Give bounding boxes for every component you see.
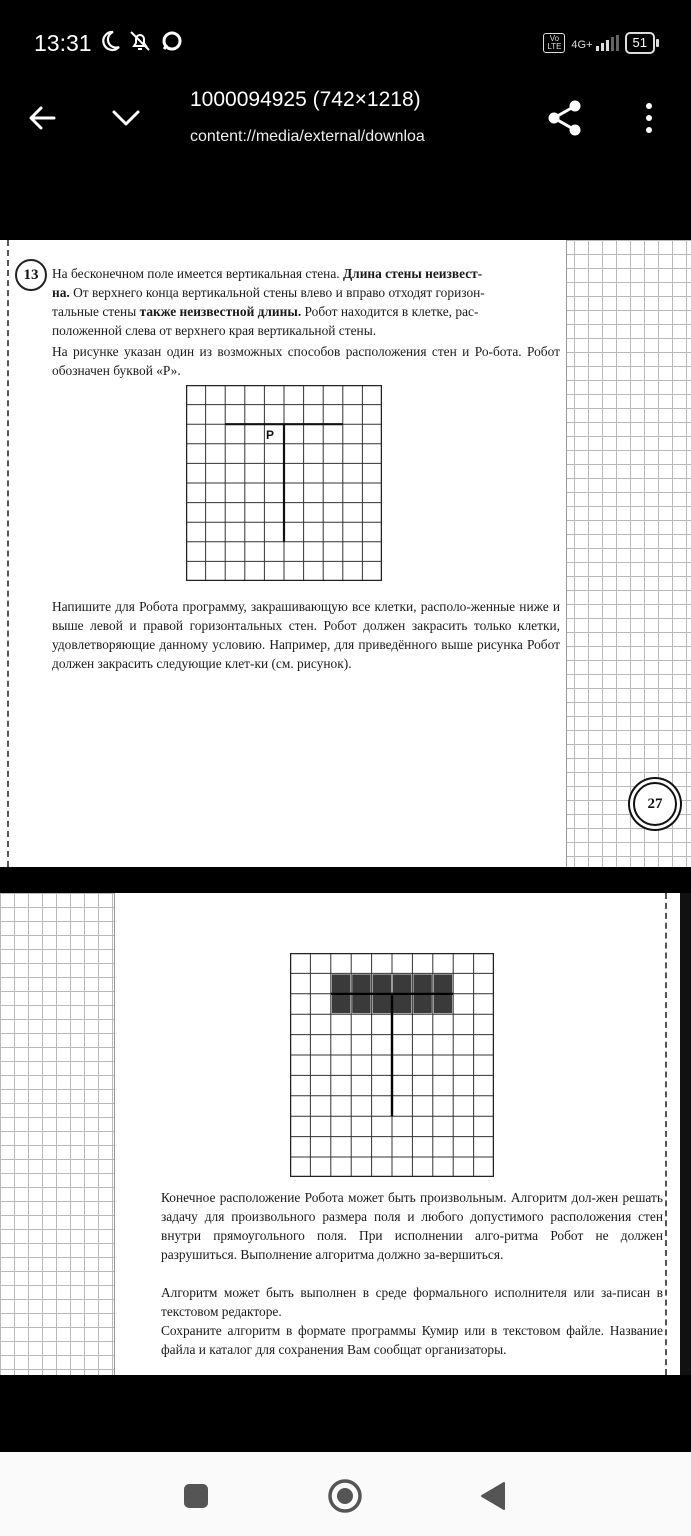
network-type: 4G+ — [571, 39, 593, 51]
app-bar — [0, 88, 691, 158]
status-bar — [0, 0, 691, 88]
painted-cell — [373, 974, 391, 992]
robot-field-result — [290, 953, 494, 1177]
document-page-1 — [0, 240, 691, 867]
home-icon[interactable] — [325, 1476, 365, 1516]
back-arrow-icon[interactable] — [24, 100, 60, 136]
task-paragraph-1: Конечное расположение Робота может быть произвольным. Алгоритм дол-жен решать задачу для произвольного размера поля и любого допустимого расположения стен внутри прямоугольного поля. При исполнении алго-ритма Робот не должен разрушиться. Выполнение алгоритма должно за-вершиться. — [161, 1190, 663, 1262]
painted-cell — [332, 995, 350, 1013]
painted-cell — [393, 995, 411, 1013]
painted-cell — [413, 995, 431, 1013]
image-title: 1000094925 (742×1218) — [190, 88, 421, 111]
painted-cell — [352, 974, 370, 992]
navigation-bar — [0, 1452, 691, 1536]
page-edge — [680, 893, 691, 1375]
task-paragraph-3: Сохраните алгоритм в формате программы Кумир или в текстовом файле. Название файла и каталог для сохранения Вам сообщат организаторы. — [161, 1323, 663, 1357]
messenger-icon — [160, 29, 184, 53]
signal-bars-icon — [596, 35, 619, 51]
painted-cell — [434, 995, 452, 1013]
robot-marker: Р — [266, 428, 275, 442]
page-number: 27 — [633, 782, 677, 826]
cut-line — [665, 893, 667, 1375]
painted-cell — [332, 974, 350, 992]
do-not-disturb-moon-icon — [98, 29, 122, 53]
problem-paragraph-1: На бесконечном поле имеется вертикальная стена. Длина стены неизвест- на. От верхнего конца вертикальной стены влево и вправо отходят горизон- тальные стены также неизвестной длины. Робот находится в клетке, рас- положенной слева от верхнего края вертикальной стены. — [52, 266, 485, 338]
painted-cell — [413, 974, 431, 992]
more-vert-icon[interactable] — [632, 98, 666, 138]
status-time: 13:31 — [34, 30, 92, 56]
problem-paragraph-2: На рисунке указан один из возможных способов расположения стен и Ро-бота. Робот обозначен буквой «Р». — [52, 344, 560, 378]
robot-field-initial — [186, 385, 382, 581]
system-indicators — [543, 28, 655, 58]
painted-cell — [373, 995, 391, 1013]
image-uri: content://media/external/downloa — [190, 128, 425, 145]
painted-cell — [352, 995, 370, 1013]
problem-number: 13 — [15, 259, 47, 291]
page-sheet — [114, 893, 691, 1375]
battery-indicator: 51 — [625, 32, 655, 54]
share-icon[interactable] — [545, 98, 585, 138]
problem-paragraph-3: Напишите для Робота программу, закрашивающую все клетки, располо-женные ниже и выше левой и правой горизонтальных стен. Робот должен закрасить только клетки, удовлетворяющие данному условию. Например, для приведённого выше рисунка Робот должен закрасить следующие клет-ки (см. рисунок). — [52, 599, 560, 671]
back-triangle-icon[interactable] — [474, 1476, 514, 1516]
painted-cell — [393, 974, 411, 992]
cut-line — [7, 240, 9, 867]
page-sheet — [0, 240, 567, 867]
document-page-2 — [0, 893, 691, 1375]
alarm-off-icon — [128, 29, 152, 53]
chevron-down-icon[interactable] — [108, 100, 144, 136]
recent-apps-icon[interactable] — [176, 1476, 216, 1516]
painted-cell — [434, 974, 452, 992]
task-paragraph-2: Алгоритм может быть выполнен в среде формального исполнителя или за-писан в текстовом редакторе. — [161, 1285, 663, 1319]
volte-indicator: Vo LTE — [543, 33, 565, 53]
